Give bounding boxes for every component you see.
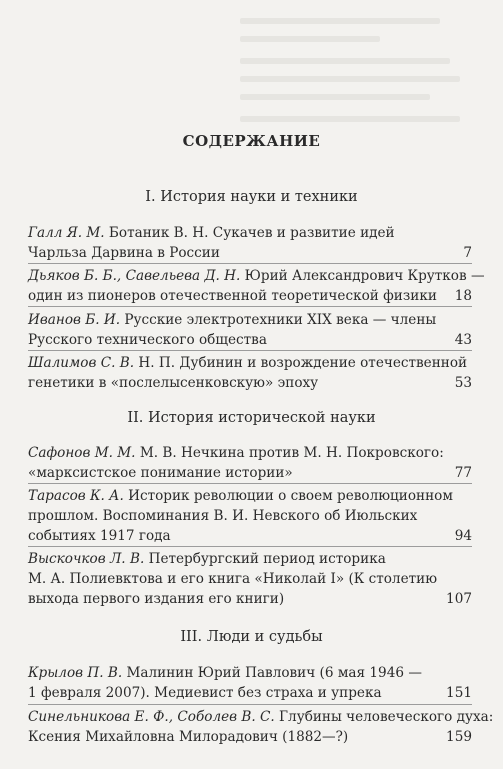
page-number: 43 [454, 332, 472, 348]
toc-entry[interactable] [28, 663, 472, 703]
entry-title-line: М. В. Нечкина против М. Н. Покровского: [135, 445, 444, 461]
page-number: 94 [454, 528, 472, 544]
entry-divider [28, 546, 472, 547]
entry-title-line: Ботаник В. Н. Сукачев и развитие идей [104, 225, 395, 241]
entry-title-line: М. А. Полиевктова и его книга «Николай I» (К столетию [28, 571, 438, 587]
entry-author: Шалимов С. В. [28, 355, 135, 371]
toc-entry[interactable] [28, 486, 472, 546]
entry-divider [28, 350, 472, 351]
entry-title-line: Чарльза Дарвина в России [28, 245, 220, 261]
section-heading-1: I. История науки и техники [145, 189, 358, 205]
entry-title-line: Н. П. Дубинин и возрождение отечественной [134, 355, 468, 371]
page-number: 7 [463, 245, 472, 261]
entry-author: Иванов Б. И. [28, 312, 121, 328]
entry-author: Дьяков Б. Б., Савельева Д. Н. [28, 268, 241, 284]
toc-entry[interactable] [28, 223, 472, 263]
page-number: 18 [454, 288, 472, 304]
page-number: 107 [446, 591, 472, 607]
page-number: 53 [454, 375, 472, 391]
entry-title-line: генетики в «послелысенковскую» эпоху [28, 375, 319, 391]
page-title: СОДЕРЖАНИЕ [182, 132, 321, 150]
toc-entry[interactable] [28, 443, 472, 483]
page-number: 77 [454, 465, 472, 481]
entry-title-line: Юрий Александрович Крутков — [240, 268, 485, 284]
entry-title-line: «марксистское понимание истории» [28, 465, 293, 481]
section-heading-2: II. История исторической науки [127, 410, 376, 426]
toc-entry[interactable] [28, 549, 472, 609]
entry-divider [28, 263, 472, 264]
entry-author: Выскочков Л. В. [28, 551, 145, 567]
entry-divider [28, 306, 472, 307]
entry-title-line: Малинин Юрий Павлович (6 мая 1946 — [122, 665, 422, 681]
entry-author: Тарасов К. А. [28, 488, 124, 504]
toc-entry[interactable] [28, 310, 472, 350]
entry-title-line: Историк революции о своем революционном [123, 488, 453, 504]
entry-title-line: Русские электротехники XIX века — члены [120, 312, 437, 328]
entry-divider [28, 483, 472, 484]
entry-author: Синельникова Е. Ф., Соболев В. С. [28, 709, 275, 725]
page-number: 151 [446, 685, 472, 701]
entry-author: Сафонов М. М. [28, 445, 136, 461]
entry-author: Галл Я. М. [28, 225, 105, 241]
entry-title-line: выхода первого издания его книги) [28, 591, 285, 607]
entry-title-line: Русского технического общества [28, 332, 267, 348]
entry-title-line: Глубины человеческого духа: [274, 709, 494, 725]
toc-entry[interactable] [28, 353, 472, 393]
entry-title-line: Петербургский период историка [144, 551, 386, 567]
entry-title-line: прошлом. Воспоминания В. И. Невского об Июльских [28, 508, 418, 524]
entry-author: Крылов П. В. [28, 665, 123, 681]
entry-title-line: событиях 1917 года [28, 528, 171, 544]
section-heading-3: III. Люди и судьбы [180, 629, 323, 645]
entry-divider [28, 704, 472, 705]
entry-title-line: Ксения Михайловна Милорадович (1882—?) [28, 729, 349, 745]
toc-entry[interactable] [28, 707, 494, 747]
entry-title-line: 1 февраля 2007). Медиевист без страха и упрека [28, 685, 382, 701]
page-number: 159 [446, 729, 472, 745]
toc-entry[interactable] [28, 266, 485, 306]
entry-title-line: один из пионеров отечественной теоретической физики [28, 288, 437, 304]
